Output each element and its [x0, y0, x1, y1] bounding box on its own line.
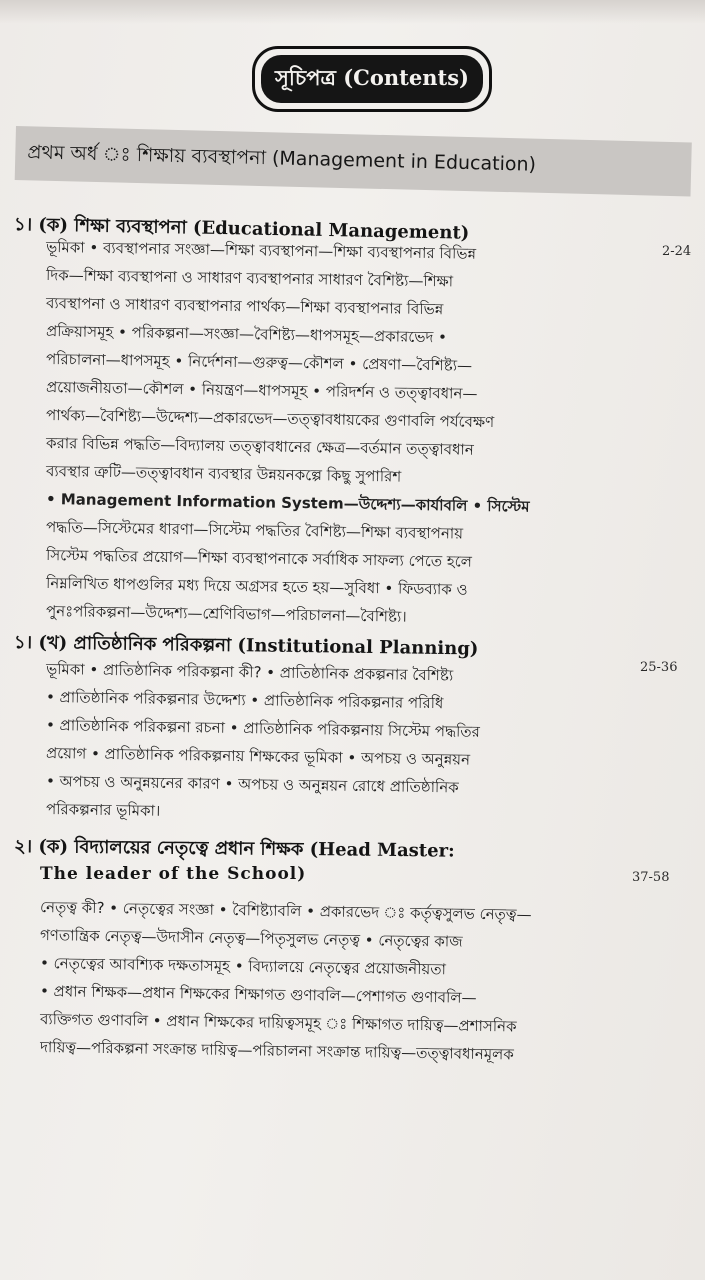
contents-line: • প্রাতিষ্ঠানিক পরিকল্পনার উদ্দেশ্য • প্রাতিষ্ঠানিক পরিকল্পনার পরিধি: [45, 688, 444, 713]
contents-line: পরিচালনা—ধাপসমূহ • নির্দেশনা—গুরুত্ব—কৌশল • প্রেষণা—বৈশিষ্ট্য—: [45, 350, 473, 375]
contents-line: সিস্টেম পদ্ধতির প্রয়োগ—শিক্ষা ব্যবস্থাপনাকে সর্বাধিক সাফল্য পেতে হলে: [45, 546, 473, 571]
contents-line: • Management Information System—উদ্দেশ্য—কার্যাবলি • সিস্টেম: [45, 490, 530, 516]
contents-line: নেতৃত্ব কী? • নেতৃত্বের সংজ্ঞা • বৈশিষ্ট্যাবলি • প্রকারভেদ ঃ কর্তৃত্বসুলভ নেতৃত্ব—: [39, 898, 532, 924]
contents-line: দায়িত্ব—পরিকল্পনা সংক্রান্ত দায়িত্ব—পরিচালনা সংক্রান্ত দায়িত্ব—তত্ত্বাবধানমূলক: [39, 1038, 514, 1064]
contents-line: • প্রাতিষ্ঠানিক পরিকল্পনা রচনা • প্রাতিষ্ঠানিক পরিকল্পনায় সিস্টেম পদ্ধতির: [45, 716, 480, 741]
contents-line: প্রয়োজনীয়তা—কৌশল • নিয়ন্ত্রণ—ধাপসমূহ • পরিদর্শন ও তত্ত্বাবধান—: [45, 378, 478, 403]
contents-line: • অপচয় ও অনুন্নয়নের কারণ • অপচয় ও অনুন্নয়ন রোধে প্রাতিষ্ঠানিক: [45, 772, 459, 797]
page-range: 37-58: [632, 870, 670, 885]
section-heading: ১। (ক) শিক্ষা ব্যবস্থাপনা (Educational Management): [13, 214, 470, 244]
contents-line: করার বিভিন্ন পদ্ধতি—বিদ্যালয় তত্ত্বাবধানের ক্ষেত্র—বর্তমান তত্ত্বাবধান: [45, 434, 474, 459]
contents-line: প্রয়োগ • প্রাতিষ্ঠানিক পরিকল্পনায় শিক্ষকের ভূমিকা • অপচয় ও অনুন্নয়ন: [45, 744, 471, 769]
section-heading: ১। (খ) প্রাতিষ্ঠানিক পরিকল্পনা (Institutional Planning): [13, 632, 479, 660]
contents-line: গণতান্ত্রিক নেতৃত্ব—উদাসীন নেতৃত্ব—পিতৃসুলভ নেতৃত্ব • নেতৃত্বের কাজ: [39, 926, 463, 951]
contents-line: • প্রধান শিক্ষক—প্রধান শিক্ষকের শিক্ষাগত গুণাবলি—পেশাগত গুণাবলি—: [39, 982, 477, 1007]
section-heading-continued: The leader of the School): [40, 864, 307, 884]
contents-line: পরিকল্পনার ভূমিকা।: [45, 800, 161, 820]
contents-line: ব্যবস্থার ত্রুটি—তত্ত্বাবধান ব্যবস্থার উন্নয়নকল্পে কিছু সুপারিশ: [45, 462, 402, 486]
contents-line: পদ্ধতি—সিস্টেমের ধারণা—সিস্টেম পদ্ধতির বৈশিষ্ট্য—শিক্ষা ব্যবস্থাপনায়: [45, 518, 464, 543]
page-range: 2-24: [662, 244, 692, 259]
part-heading-bar: [15, 126, 692, 197]
page-top-shadow: [0, 0, 705, 24]
contents-line: নিম্নলিখিত ধাপগুলির মধ্য দিয়ে অগ্রসর হতে হয়—সুবিধা • ফিডব্যাক ও: [45, 574, 468, 599]
contents-line: ব্যক্তিগত গুণাবলি • প্রধান শিক্ষকের দায়িত্বসমূহ ঃ শিক্ষাগত দায়িত্ব—প্রশাসনিক: [39, 1010, 517, 1036]
contents-line: ভূমিকা • ব্যবস্থাপনার সংজ্ঞা—শিক্ষা ব্যবস্থাপনা—শিক্ষা ব্যবস্থাপনার বিভিন্ন: [45, 238, 477, 263]
contents-title: সূচিপত্র (Contents): [261, 55, 483, 103]
contents-line: পার্থক্য—বৈশিষ্ট্য—উদ্দেশ্য—প্রকারভেদ—তত্ত্বাবধায়কের গুণাবলি পর্যবেক্ষণ: [45, 406, 495, 432]
contents-line: দিক—শিক্ষা ব্যবস্থাপনা ও সাধারণ ব্যবস্থাপনার সাধারণ বৈশিষ্ট্য—শিক্ষা: [45, 266, 454, 291]
contents-line: প্রক্রিয়াসমূহ • পরিকল্পনা—সংজ্ঞা—বৈশিষ্ট্য—ধাপসমূহ—প্রকারভেদ •: [45, 322, 448, 347]
contents-line: পুনঃপরিকল্পনা—উদ্দেশ্য—শ্রেণিবিভাগ—পরিচালনা—বৈশিষ্ট্য।: [45, 602, 407, 626]
page-range: 25-36: [640, 660, 678, 675]
contents-title-frame: [252, 46, 492, 112]
contents-line: • নেতৃত্বের আবশ্যিক দক্ষতাসমূহ • বিদ্যালয়ে নেতৃত্বের প্রয়োজনীয়তা: [39, 954, 447, 979]
contents-line: ব্যবস্থাপনা ও সাধারণ ব্যবস্থাপনার পার্থক্য—শিক্ষা ব্যবস্থাপনার বিভিন্ন: [45, 294, 444, 319]
section-heading: ২। (ক) বিদ্যালয়ের নেতৃত্বে প্রধান শিক্ষক (Head Master:: [13, 836, 455, 862]
part-heading: প্রথম অর্ধ ঃ শিক্ষায় ব্যবস্থাপনা (Management in Education): [27, 141, 537, 176]
contents-line: ভূমিকা • প্রাতিষ্ঠানিক পরিকল্পনা কী? • প্রাতিষ্ঠানিক প্রকল্পনার বৈশিষ্ট্য: [45, 660, 454, 685]
